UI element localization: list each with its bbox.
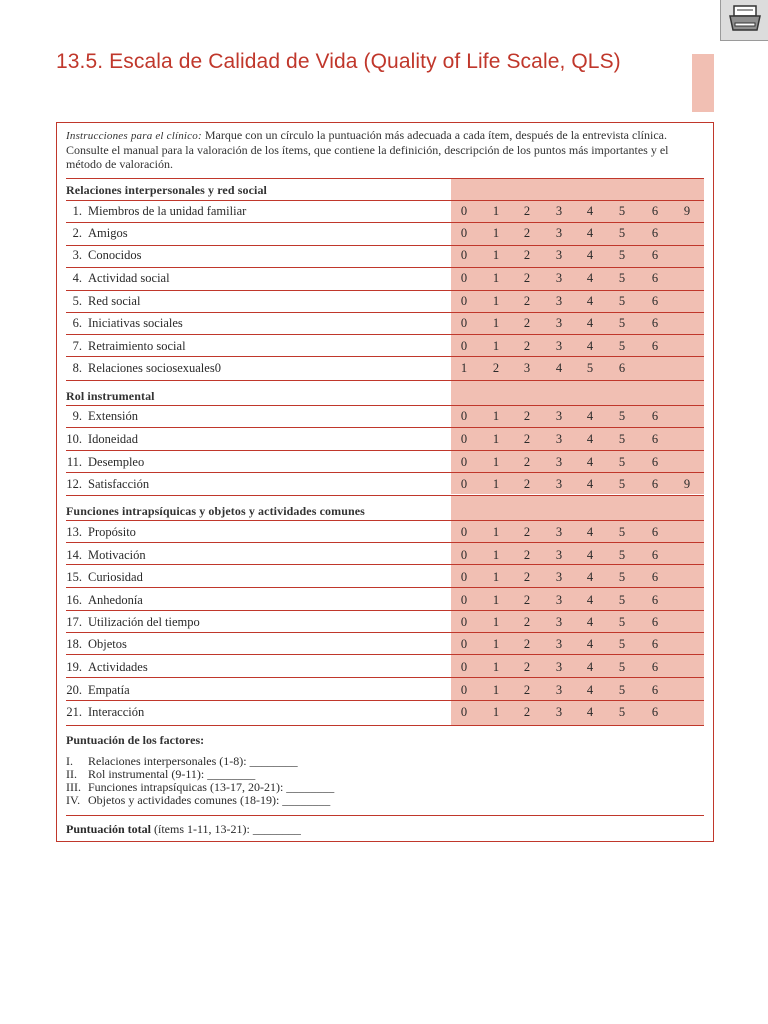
factor-text: Objetos y actividades comunes (18-19): ________ xyxy=(88,793,331,807)
score-option[interactable]: 3 xyxy=(555,660,563,674)
score-option[interactable]: 1 xyxy=(492,477,500,491)
score-option[interactable]: 1 xyxy=(492,660,500,674)
row-divider xyxy=(66,542,704,543)
score-option[interactable]: 6 xyxy=(651,477,659,491)
score-option[interactable]: 5 xyxy=(618,683,626,697)
page-title: 13.5. Escala de Calidad de Vida (Quality of Life Scale, QLS) xyxy=(56,50,621,73)
score-option[interactable]: 4 xyxy=(586,248,594,262)
factor-roman: III. xyxy=(66,780,81,794)
score-option[interactable]: 9 xyxy=(683,204,691,218)
printer-icon xyxy=(721,0,768,40)
score-option[interactable]: 4 xyxy=(586,294,594,308)
score-option[interactable]: 3 xyxy=(555,432,563,446)
score-option[interactable]: 6 xyxy=(651,548,659,562)
score-option[interactable]: 5 xyxy=(618,294,626,308)
item-label: Miembros de la unidad familiar xyxy=(88,204,247,218)
score-option[interactable]: 5 xyxy=(618,525,626,539)
score-option[interactable]: 5 xyxy=(618,548,626,562)
score-option[interactable]: 5 xyxy=(618,339,626,353)
score-option[interactable]: 4 xyxy=(586,683,594,697)
row-divider xyxy=(66,564,704,565)
row-divider xyxy=(66,178,704,179)
section-title: Relaciones interpersonales y red social xyxy=(66,183,267,197)
row-divider xyxy=(66,610,704,611)
row-divider xyxy=(66,405,704,406)
score-option[interactable]: 3 xyxy=(555,409,563,423)
row-divider xyxy=(66,725,704,726)
factor-roman: IV. xyxy=(66,793,81,807)
score-option[interactable]: 2 xyxy=(523,548,531,562)
item-number: 3. xyxy=(72,248,82,262)
score-option[interactable]: 5 xyxy=(618,705,626,719)
item-label: Conocidos xyxy=(88,248,142,262)
score-option[interactable]: 0 xyxy=(460,316,468,330)
score-option[interactable]: 0 xyxy=(460,294,468,308)
score-option[interactable]: 0 xyxy=(460,705,468,719)
score-option[interactable]: 2 xyxy=(523,294,531,308)
score-option[interactable]: 9 xyxy=(683,477,691,491)
score-option[interactable]: 0 xyxy=(460,525,468,539)
item-label: Actividades xyxy=(88,660,148,674)
score-option[interactable]: 3 xyxy=(555,271,563,285)
score-option[interactable]: 1 xyxy=(492,637,500,651)
score-option[interactable]: 0 xyxy=(460,455,468,469)
score-option[interactable]: 0 xyxy=(460,570,468,584)
score-option[interactable]: 5 xyxy=(618,316,626,330)
score-option[interactable]: 2 xyxy=(523,271,531,285)
item-number: 17. xyxy=(66,615,82,629)
score-option[interactable]: 1 xyxy=(460,361,468,375)
score-option[interactable]: 1 xyxy=(492,705,500,719)
instructions-line1: Marque con un círculo la puntuación más adecuada a cada ítem, después de la entrevista clínica. xyxy=(204,128,667,142)
score-option[interactable]: 2 xyxy=(523,660,531,674)
factor-roman: I. xyxy=(66,754,73,768)
score-option[interactable]: 6 xyxy=(651,570,659,584)
score-option[interactable]: 1 xyxy=(492,248,500,262)
score-option[interactable]: 4 xyxy=(586,525,594,539)
score-option[interactable]: 2 xyxy=(523,705,531,719)
score-option[interactable]: 0 xyxy=(460,637,468,651)
score-option[interactable]: 3 xyxy=(555,705,563,719)
score-option[interactable]: 2 xyxy=(523,316,531,330)
row-divider xyxy=(66,290,704,291)
score-option[interactable]: 6 xyxy=(651,615,659,629)
item-label: Idoneidad xyxy=(88,432,138,446)
score-option[interactable]: 6 xyxy=(651,660,659,674)
score-option[interactable]: 4 xyxy=(586,455,594,469)
row-divider xyxy=(66,587,704,588)
item-label: Satisfacción xyxy=(88,477,150,491)
score-option[interactable]: 5 xyxy=(586,361,594,375)
item-label: Extensión xyxy=(88,409,138,423)
score-option[interactable]: 5 xyxy=(618,570,626,584)
section-tab xyxy=(692,54,714,112)
score-option[interactable]: 2 xyxy=(523,226,531,240)
score-option[interactable]: 5 xyxy=(618,248,626,262)
row-divider xyxy=(66,267,704,268)
score-option[interactable]: 2 xyxy=(523,432,531,446)
score-option[interactable]: 6 xyxy=(651,455,659,469)
score-option[interactable]: 5 xyxy=(618,409,626,423)
score-option[interactable]: 3 xyxy=(555,339,563,353)
item-number: 10. xyxy=(66,432,82,446)
score-option[interactable]: 1 xyxy=(492,339,500,353)
score-option[interactable]: 3 xyxy=(555,477,563,491)
score-option[interactable]: 2 xyxy=(523,455,531,469)
score-option[interactable]: 6 xyxy=(651,593,659,607)
score-option[interactable]: 4 xyxy=(586,432,594,446)
row-divider xyxy=(66,520,704,521)
score-option[interactable]: 6 xyxy=(651,339,659,353)
item-label: Relaciones sociosexuales0 xyxy=(88,361,221,375)
score-option[interactable]: 2 xyxy=(523,248,531,262)
score-option[interactable]: 4 xyxy=(586,271,594,285)
score-option[interactable]: 0 xyxy=(460,248,468,262)
score-option[interactable]: 0 xyxy=(460,615,468,629)
score-option[interactable]: 2 xyxy=(523,570,531,584)
item-number: 9. xyxy=(72,409,82,423)
score-option[interactable]: 0 xyxy=(460,593,468,607)
score-option[interactable]: 1 xyxy=(492,683,500,697)
score-option[interactable]: 1 xyxy=(492,525,500,539)
score-option[interactable]: 2 xyxy=(523,339,531,353)
row-divider xyxy=(66,472,704,473)
item-number: 7. xyxy=(72,339,82,353)
score-option[interactable]: 0 xyxy=(460,204,468,218)
section-title: Rol instrumental xyxy=(66,389,155,403)
row-divider xyxy=(66,654,704,655)
score-option[interactable]: 5 xyxy=(618,637,626,651)
score-option[interactable]: 4 xyxy=(586,204,594,218)
score-option[interactable]: 4 xyxy=(586,660,594,674)
item-label: Empatía xyxy=(88,683,130,697)
score-option[interactable]: 6 xyxy=(651,409,659,423)
score-option[interactable]: 0 xyxy=(460,271,468,285)
total-rest: (ítems 1-11, 13-21): ________ xyxy=(154,822,301,836)
score-option[interactable]: 5 xyxy=(618,455,626,469)
score-option[interactable]: 5 xyxy=(618,593,626,607)
score-option[interactable]: 1 xyxy=(492,409,500,423)
item-number: 20. xyxy=(66,683,82,697)
row-divider xyxy=(66,380,704,381)
row-divider xyxy=(66,245,704,246)
score-option[interactable]: 4 xyxy=(586,548,594,562)
item-label: Curiosidad xyxy=(88,570,143,584)
item-label: Utilización del tiempo xyxy=(88,615,200,629)
row-divider xyxy=(66,200,704,201)
score-option[interactable]: 2 xyxy=(523,615,531,629)
item-label: Motivación xyxy=(88,548,146,562)
score-option[interactable]: 4 xyxy=(586,339,594,353)
score-option[interactable]: 0 xyxy=(460,226,468,240)
score-option[interactable]: 2 xyxy=(523,204,531,218)
score-option[interactable]: 5 xyxy=(618,226,626,240)
score-option[interactable]: 1 xyxy=(492,593,500,607)
score-option[interactable]: 2 xyxy=(492,361,500,375)
score-option[interactable]: 5 xyxy=(618,204,626,218)
score-option[interactable]: 5 xyxy=(618,271,626,285)
instructions-line3: método de valoración. xyxy=(66,157,173,171)
divider xyxy=(66,815,704,816)
item-number: 6. xyxy=(72,316,82,330)
row-divider xyxy=(66,677,704,678)
score-option[interactable]: 3 xyxy=(555,570,563,584)
score-option[interactable]: 5 xyxy=(618,615,626,629)
row-divider xyxy=(66,632,704,633)
score-option[interactable]: 0 xyxy=(460,339,468,353)
score-option[interactable]: 0 xyxy=(460,683,468,697)
item-label: Desempleo xyxy=(88,455,145,469)
row-divider xyxy=(66,356,704,357)
score-option[interactable]: 6 xyxy=(651,271,659,285)
score-option[interactable]: 4 xyxy=(586,477,594,491)
score-option[interactable]: 4 xyxy=(555,361,563,375)
row-divider xyxy=(66,222,704,223)
score-option[interactable]: 6 xyxy=(651,637,659,651)
score-option[interactable]: 6 xyxy=(618,361,626,375)
score-option[interactable]: 1 xyxy=(492,570,500,584)
item-number: 18. xyxy=(66,637,82,651)
item-number: 16. xyxy=(66,593,82,607)
item-number: 1. xyxy=(72,204,82,218)
total-label: Puntuación total xyxy=(66,822,152,836)
score-option[interactable]: 4 xyxy=(586,570,594,584)
item-number: 11. xyxy=(66,455,82,469)
item-number: 2. xyxy=(72,226,82,240)
score-option[interactable]: 6 xyxy=(651,316,659,330)
item-number: 15. xyxy=(66,570,82,584)
item-number: 19. xyxy=(66,660,82,674)
score-option[interactable]: 3 xyxy=(555,248,563,262)
score-option[interactable]: 1 xyxy=(492,432,500,446)
item-number: 21. xyxy=(66,705,82,719)
item-number: 4. xyxy=(72,271,82,285)
factor-text: Rol instrumental (9-11): ________ xyxy=(88,767,256,781)
score-option[interactable]: 3 xyxy=(555,548,563,562)
item-label: Retraimiento social xyxy=(88,339,186,353)
score-option[interactable]: 1 xyxy=(492,615,500,629)
score-option[interactable]: 2 xyxy=(523,637,531,651)
score-option[interactable]: 3 xyxy=(555,455,563,469)
score-option[interactable]: 3 xyxy=(555,615,563,629)
score-option[interactable]: 1 xyxy=(492,548,500,562)
row-divider xyxy=(66,427,704,428)
score-option[interactable]: 1 xyxy=(492,204,500,218)
score-option[interactable]: 0 xyxy=(460,432,468,446)
row-divider xyxy=(66,495,704,496)
score-option[interactable]: 2 xyxy=(523,525,531,539)
factor-line xyxy=(66,794,330,807)
score-option[interactable]: 2 xyxy=(523,683,531,697)
score-option[interactable]: 1 xyxy=(492,294,500,308)
score-option[interactable]: 6 xyxy=(651,294,659,308)
item-label: Anhedonía xyxy=(88,593,143,607)
score-option[interactable]: 6 xyxy=(651,248,659,262)
score-option[interactable]: 2 xyxy=(523,409,531,423)
factors-heading: Puntuación de los factores: xyxy=(66,733,205,747)
score-option[interactable]: 4 xyxy=(586,409,594,423)
score-option[interactable]: 3 xyxy=(523,361,531,375)
item-label: Propósito xyxy=(88,525,136,539)
score-option[interactable]: 6 xyxy=(651,683,659,697)
score-option[interactable]: 5 xyxy=(618,660,626,674)
item-label: Objetos xyxy=(88,637,127,651)
item-number: 14. xyxy=(66,548,82,562)
score-option[interactable]: 0 xyxy=(460,409,468,423)
score-option[interactable]: 4 xyxy=(586,615,594,629)
item-label: Iniciativas sociales xyxy=(88,316,183,330)
instructions-line2: Consulte el manual para la valoración de los ítems, que contiene la definición, descripción de los puntos más importantes y el xyxy=(66,143,669,157)
score-option[interactable]: 4 xyxy=(586,705,594,719)
factor-roman: II. xyxy=(66,767,77,781)
score-option[interactable]: 3 xyxy=(555,525,563,539)
row-divider xyxy=(66,312,704,313)
score-option[interactable]: 1 xyxy=(492,271,500,285)
score-option[interactable]: 4 xyxy=(586,593,594,607)
score-option[interactable]: 3 xyxy=(555,226,563,240)
score-option[interactable]: 4 xyxy=(586,316,594,330)
item-number: 12. xyxy=(66,477,82,491)
item-number: 8. xyxy=(72,361,82,375)
row-divider xyxy=(66,450,704,451)
score-option[interactable]: 3 xyxy=(555,316,563,330)
item-label: Actividad social xyxy=(88,271,170,285)
score-option[interactable]: 1 xyxy=(492,316,500,330)
total-score xyxy=(66,822,301,837)
row-divider xyxy=(66,334,704,335)
score-option[interactable]: 3 xyxy=(555,637,563,651)
factor-text: Relaciones interpersonales (1-8): ________ xyxy=(88,754,298,768)
score-option[interactable]: 2 xyxy=(523,477,531,491)
item-label: Interacción xyxy=(88,705,145,719)
score-option[interactable]: 6 xyxy=(651,705,659,719)
score-option[interactable]: 0 xyxy=(460,548,468,562)
score-option[interactable]: 6 xyxy=(651,432,659,446)
instructions xyxy=(66,128,696,171)
score-option[interactable]: 3 xyxy=(555,683,563,697)
score-option[interactable]: 4 xyxy=(586,226,594,240)
item-label: Amigos xyxy=(88,226,128,240)
score-option[interactable]: 6 xyxy=(651,204,659,218)
score-option[interactable]: 6 xyxy=(651,226,659,240)
row-divider xyxy=(66,700,704,701)
item-number: 5. xyxy=(72,294,82,308)
instructions-lead: Instrucciones para el clínico: xyxy=(66,130,202,142)
score-option[interactable]: 3 xyxy=(555,204,563,218)
score-option[interactable]: 2 xyxy=(523,593,531,607)
score-option[interactable]: 6 xyxy=(651,525,659,539)
score-option[interactable]: 1 xyxy=(492,455,500,469)
item-number: 13. xyxy=(66,525,82,539)
score-option[interactable]: 3 xyxy=(555,294,563,308)
score-option[interactable]: 5 xyxy=(618,477,626,491)
score-option[interactable]: 0 xyxy=(460,477,468,491)
section-title: Funciones intrapsíquicas y objetos y actividades comunes xyxy=(66,504,365,518)
score-option[interactable]: 1 xyxy=(492,226,500,240)
score-option[interactable]: 3 xyxy=(555,593,563,607)
printer-button[interactable] xyxy=(720,0,768,41)
score-option[interactable]: 5 xyxy=(618,432,626,446)
score-option[interactable]: 0 xyxy=(460,660,468,674)
item-label: Red social xyxy=(88,294,141,308)
score-option[interactable]: 4 xyxy=(586,637,594,651)
factor-text: Funciones intrapsíquicas (13-17, 20-21): ________ xyxy=(88,780,335,794)
